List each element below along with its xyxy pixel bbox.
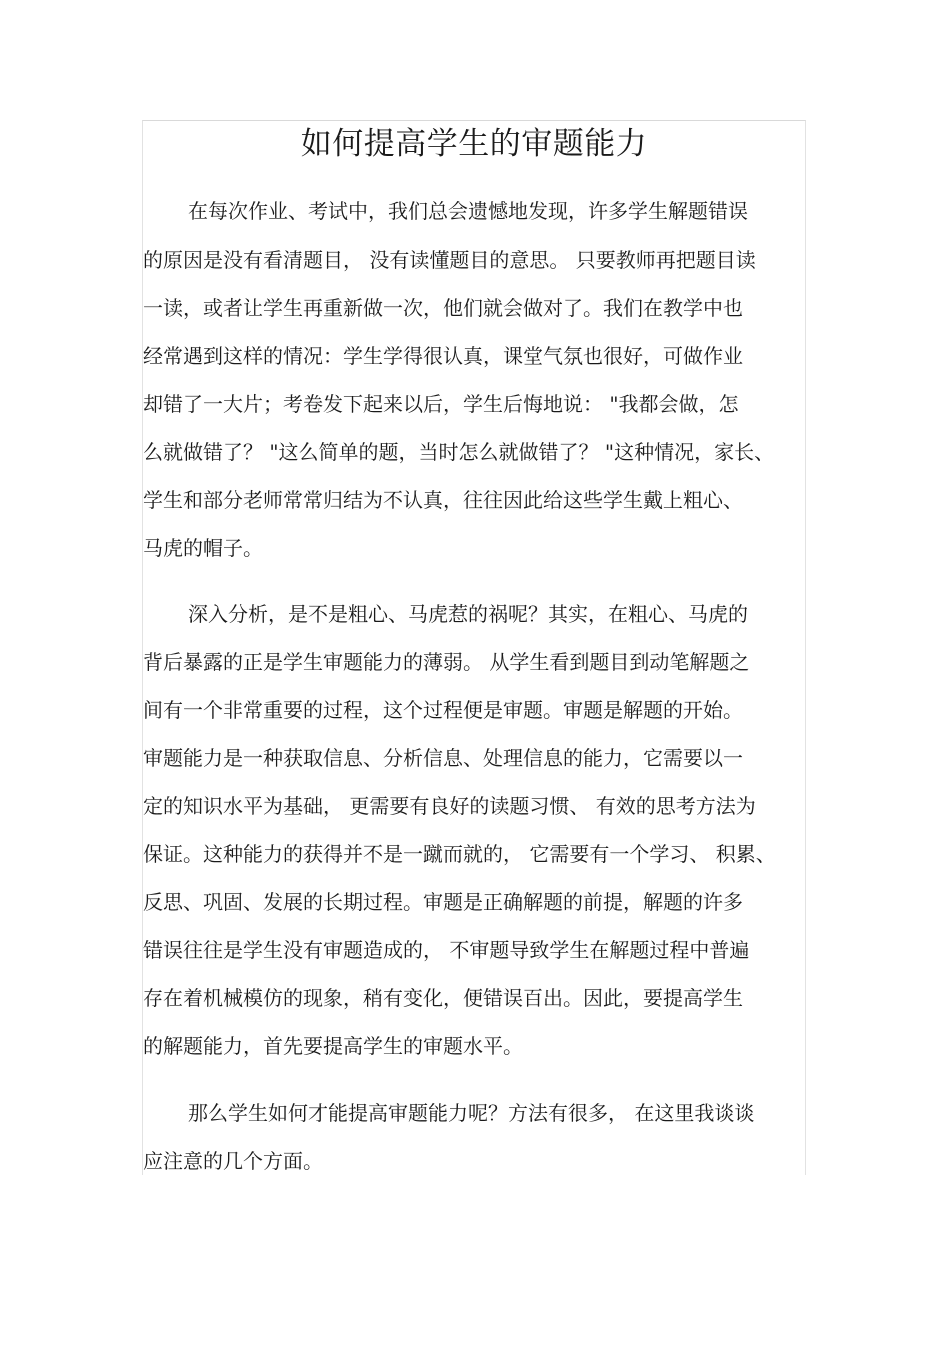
paragraph-1-line-3: 一读，或者让学生再重新做一次，他们就会做对了。我们在教学中也: [143, 296, 743, 320]
paragraph-2-line-3: 间有一个非常重要的过程，这个过程便是审题。审题是解题的开始。: [143, 698, 743, 722]
paragraph-3-line-2: 应注意的几个方面。: [143, 1149, 323, 1173]
paragraph-2-line-4: 审题能力是一种获取信息、分析信息、处理信息的能力，它需要以一: [143, 746, 743, 770]
paragraph-3-line-1: 那么学生如何才能提高审题能力呢？方法有很多， 在这里我谈谈: [188, 1101, 755, 1125]
page-title: 如何提高学生的审题能力: [300, 126, 648, 162]
paragraph-1-line-2: 的原因是没有看清题目， 没有读懂题目的意思。 只要教师再把题目读: [143, 248, 756, 272]
paragraph-2-line-2: 背后暴露的正是学生审题能力的薄弱。 从学生看到题目到动笔解题之: [143, 650, 750, 674]
paragraph-1-line-8: 马虎的帽子。: [143, 536, 263, 560]
paragraph-1-line-4: 经常遇到这样的情况：学生学得很认真，课堂气氛也很好，可做作业: [143, 344, 743, 368]
paragraph-1-line-6: 么就做错了？ "这么简单的题，当时怎么就做错了？ "这种情况，家长、: [143, 440, 775, 464]
paragraph-1-line-5: 却错了一大片；考卷发下起来以后，学生后悔地说： "我都会做，怎: [143, 392, 739, 416]
paragraph-2-line-1: 深入分析，是不是粗心、马虎惹的祸呢？其实，在粗心、马虎的: [188, 602, 748, 626]
paragraph-1-line-7: 学生和部分老师常常归结为不认真，往往因此给这些学生戴上粗心、: [143, 488, 743, 512]
paragraph-2-line-10: 的解题能力，首先要提高学生的审题水平。: [143, 1034, 523, 1058]
paragraph-2-line-7: 反思、巩固、发展的长期过程。审题是正确解题的前提，解题的许多: [143, 890, 743, 914]
paragraph-2-line-9: 存在着机械模仿的现象，稍有变化，便错误百出。因此，要提高学生: [143, 986, 743, 1010]
paragraph-1-line-1: 在每次作业、考试中，我们总会遗憾地发现，许多学生解题错误: [188, 199, 748, 223]
paragraph-2-line-5: 定的知识水平为基础， 更需要有良好的读题习惯、 有效的思考方法为: [143, 794, 756, 818]
paragraph-2-line-6: 保证。这种能力的获得并不是一蹴而就的， 它需要有一个学习、 积累、: [143, 842, 776, 866]
paragraph-2-line-8: 错误往往是学生没有审题造成的， 不审题导致学生在解题过程中普遍: [143, 938, 750, 962]
